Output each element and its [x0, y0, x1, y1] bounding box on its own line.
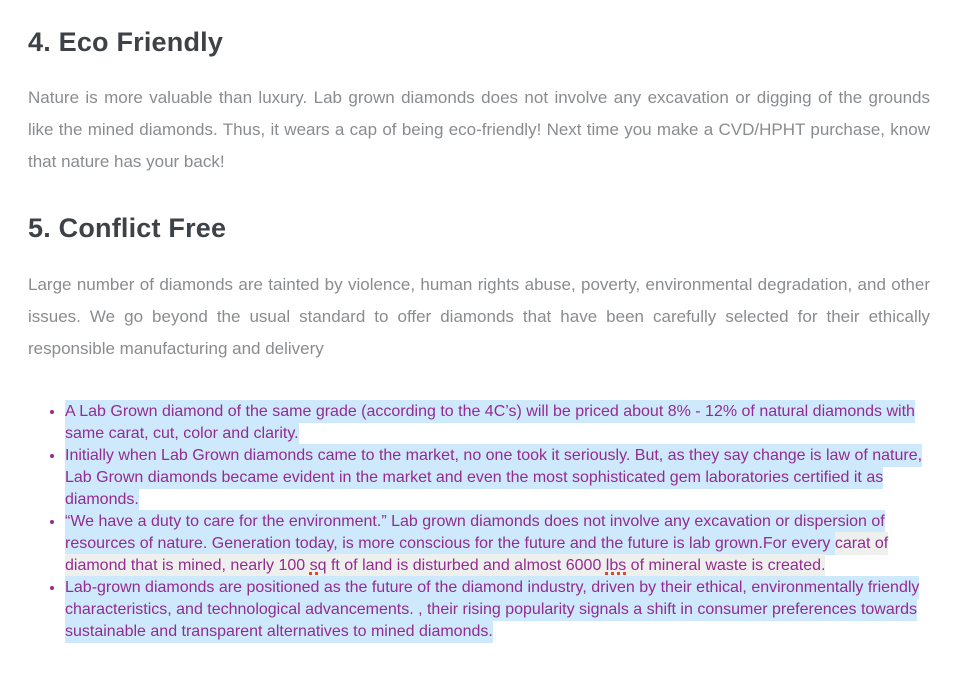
highlighted-text-segment: of mineral waste is created. [626, 554, 825, 577]
highlighted-text-segment: carat of diamond that is mined, nearly 100 [65, 532, 888, 577]
section-eco-friendly [28, 28, 930, 178]
conflict-free-paragraph: Large number of diamonds are tainted by violence, human rights abuse, poverty, environmental degradation, and other issues. We go beyond the usual standard to offer diamonds that have been carefully selected for their ethically responsible manufacturing and delivery [28, 274, 930, 358]
highlighted-bullet-list [28, 401, 930, 643]
eco-friendly-heading: 4. Eco Friendly [28, 27, 224, 57]
list-item [65, 445, 930, 511]
highlighted-text-segment: “We have a duty to care for the environment.” Lab grown diamonds does not involve any excavation or dispersion of resources of nature. Generation today, is more conscious for the future and the future is lab grown.For every [65, 510, 885, 555]
list-item [65, 401, 930, 445]
misspelled-word: lbs [606, 554, 626, 577]
list-item [65, 511, 930, 577]
highlighted-text-segment: Lab-grown diamonds are positioned as the future of the diamond industry, driven by their ethical, environmentally friendly characteristics, and technological advancements. , their rising popularity signals a shift in consumer preferences towards sustainable and transparent alternatives to mined diamonds. [65, 576, 919, 643]
highlighted-text-segment: Initially when Lab Grown diamonds came to the market, no one took it seriously. But, as they say change is law of nature, Lab Grown diamonds became evident in the market and even the most sophisticated gem laboratories certified it as diamonds. [65, 444, 922, 511]
misspelled-word: sq [310, 554, 327, 577]
list-item [65, 577, 930, 643]
conflict-free-heading: 5. Conflict Free [28, 213, 227, 244]
highlighted-text-segment: A Lab Grown diamond of the same grade (according to the 4C’s) will be priced about 8% - 12% of natural diamonds with same carat, cut, color and clarity. [65, 400, 915, 445]
eco-friendly-paragraph: Nature is more valuable than luxury. Lab grown diamonds does not involve any excavation or digging of the grounds like the mined diamonds. Thus, it wears a cap of being eco-friendly! Next time you make a CVD/HPHT purchase, know that nature has your back! [28, 88, 930, 172]
section-conflict-free [28, 214, 930, 364]
highlighted-text-segment: ft of land is disturbed and almost 6000 [327, 554, 606, 577]
